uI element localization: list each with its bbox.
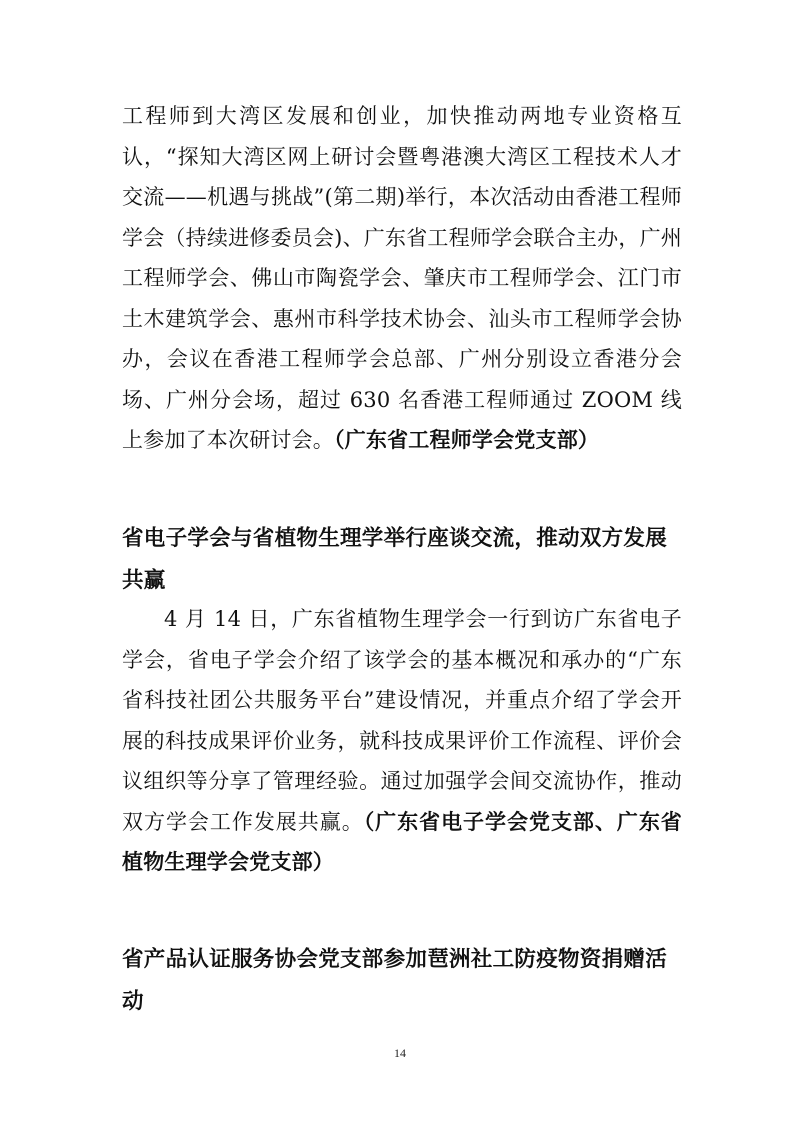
article-title-2: 省电子学会与省植物生理学举行座谈交流，推动双方发展共赢 xyxy=(122,526,668,593)
article-paragraph-2 xyxy=(122,599,682,883)
article-body-1: 工程师到大湾区发展和创业，加快推动两地专业资格互认，“探知大湾区网上研讨会暨粤港澳大湾区工程技术人才交流——机遇与挑战”(第二期)举行，本次活动由香港工程师学会（持续进修委员会)、广东省工程师学会联合主办，广州工程师学会、佛山市陶瓷学会、肇庆市工程师学会、江门市土木建筑学会、惠州市科学技术协会、汕头市工程师学会协办，会议在香港工程师学会总部、广州分别设立香港分会场、广州分会场，超过 630 名香港工程师通过 ZOOM 线上参加了本次研讨会。 xyxy=(122,104,682,452)
article-paragraph-1 xyxy=(122,96,682,461)
article-source-1: （广东省工程师学会党支部） xyxy=(334,428,600,452)
page-number: 14 xyxy=(394,1046,406,1060)
article-source-2: （广东省电子学会党支部、广东省植物生理学会党支部） xyxy=(122,809,683,874)
article-title-3: 省产品认证服务协会党支部参加琶洲社工防疫物资捐赠活动 xyxy=(122,947,668,1014)
article-body-2: 4 月 14 日，广东省植物生理学会一行到访广东省电子学会，省电子学会介绍了该学会的基本概况和承办的“广东省科技社团公共服务平台”建设情况，并重点介绍了学会开展的科技成果评价业务，就科技成果评价工作流程、评价会议组织等分享了管理经验。通过加强学会间交流协作，推动双方学会工作发展共赢。 xyxy=(122,607,682,834)
